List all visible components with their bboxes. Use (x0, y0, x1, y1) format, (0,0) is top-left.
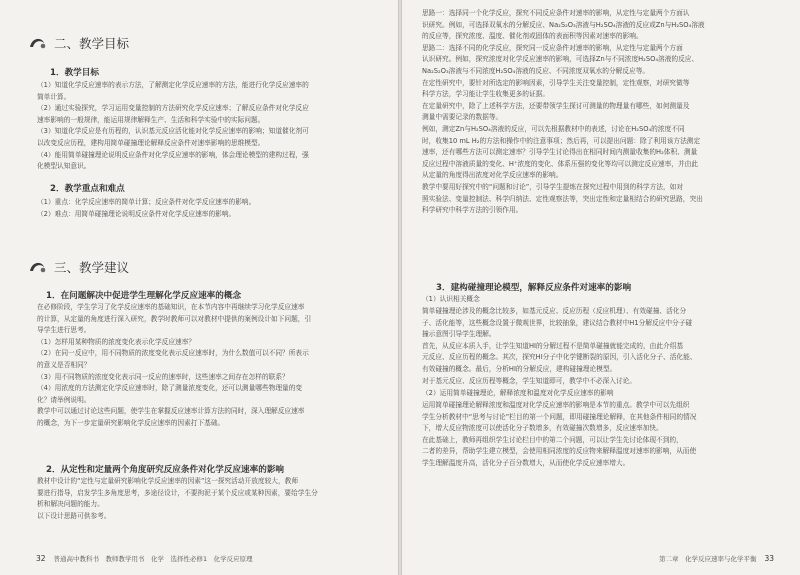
text-line: 析和解决问题的能力。 (37, 500, 104, 509)
subheading-concepts: （1）认识相关概念 (422, 295, 480, 303)
text-line: 元反应、反应历程的概念。其次，探究HI分子中化学键断裂的原因，引入活化分子、活化能、 (422, 353, 697, 362)
text-line: （1）知道化学反应速率的表示方法，了解测定化学反应速率的方法，能进行化学反应速率的 (37, 81, 309, 89)
text-line: 教材中设计的“定性与定量研究影响化学反应速率的因素”这一探究活动开放度较大，教师 (37, 477, 299, 485)
text-line: （2）难点：用简单碰撞理论说明反应条件对化学反应速率的影响。 (37, 209, 236, 218)
page-number: 32 (36, 554, 46, 563)
right-body-text-top (422, 8, 784, 217)
text-line: 在此基础上，教师再组织学生讨论栏目中的第二个问题，可以让学生先讨论体现不到的， (422, 435, 683, 444)
heading-key-points: 2．教学重点和难点 (50, 184, 125, 194)
section-title: 三、教学建议 (54, 260, 130, 275)
text-line: 的概念，为下一步定量研究影响化学反应速率的因素打下基础。 (37, 418, 225, 427)
text-line: （3）知道化学反应是有历程的，认识基元反应活化能对化学反应速率的影响；知道催化剂可 (37, 127, 309, 136)
text-line: 例如，测定Zn与H₂SO₄溶液的反应，可以先根据教材中的表述，讨论在H₂SO₄的浓度不同 (422, 124, 685, 133)
heading-suggestion-3: 3．建构碰撞理论模型，解释反应条件对速率的影响 (436, 283, 632, 293)
text-line: 下，增大反应物浓度可以使活化分子数增多，有效碰撞次数增多，反应速率加快。 (422, 424, 663, 433)
text-line: 在必修阶段，学生学习了化学反应速率的基础知识，在本节内容中再继续学习化学反应速率 (37, 303, 305, 311)
text-line: 在定性研究中，要针对所选定的影响因素，引导学生关注变量控制，定性观察，对研究做等 (422, 78, 690, 87)
text-line: 化？请举例说明。 (37, 395, 91, 404)
text-line: 学生理解温度升高，活化分子百分数增大，从而使化学反应速率增大。 (422, 458, 630, 467)
text-line: 以改变反应历程，建构用简单碰撞理论解释反应条件对速率影响的思维模型。 (37, 138, 265, 147)
text-line: 测量中需要记录的数据等。 (422, 113, 503, 122)
text-line: 速率，还有哪些方法可以测定速率？引导学生讨论得出在相同时间内测量收集的H₂体积、测量 (422, 148, 698, 157)
text-line: （2）在同一反应中，用不同物质的浓度变化表示反应速率时，为什么数值可以不同？所表示 (37, 349, 309, 358)
text-line: 思路一：选择同一个化学反应，探究不同反应条件对速率的影响，从定性与定量两个方面认 (422, 9, 690, 17)
text-line: （4）用浓度的方法测定化学反应速率时，除了测量浓度变化，还可以测量哪些物理量的变 (37, 384, 303, 393)
text-line: 速率影响的一般规律，能运用规律解释生产、生活和科学实验中的实际问题。 (37, 115, 265, 124)
text-line: 的意义是否相同？ (37, 360, 91, 369)
page-number: 33 (764, 554, 774, 563)
text-line: （2）通过实验探究，学习运用变量控制的方法研究化学反应速率；了解反应条件对化学反应 (37, 104, 309, 113)
text-line: 对于基元反应、反应历程等概念，学生知道即可，教学中不必深入讨论。 (422, 376, 636, 385)
swirl-ornament-icon (28, 259, 48, 275)
text-line: 导学生进行思考。 (37, 326, 91, 335)
text-line: 科学研究中科学方法的引领作用。 (422, 206, 523, 215)
text-line: 时，收集10 mL H₂的方法和操作中的注意事项；然后再，可以提出问题：除了利用该方法测定 (422, 136, 701, 145)
text-line: 的计算，从定量的角度进行深入研究，教学时教师可以对教材中提供的案例设计如下问题，引 (37, 314, 312, 323)
text-line: 学生分析教材中“思考与讨论”栏目的第一个问题，即用碰撞理论解释，在其他条件相同的情况 (422, 412, 697, 421)
suggestion-1-text (37, 302, 377, 430)
text-line: 从定量的角度得出浓度对化学反应速率的影响。 (422, 171, 563, 180)
text-line: （3）用不同物质的浓度变化表示同一反应的速率时，这些速率之间存在怎样的联系？ (37, 372, 289, 381)
text-line: 的反应等，探究浓度、温度、催化剂或固体的表面积等因素对速率的影响。 (422, 32, 643, 41)
text-line: 简单计算。 (37, 92, 71, 101)
heading-teaching-goals: 1．教学目标 (50, 68, 99, 78)
text-line: （4）能用简单碰撞理论说明反应条件对化学反应速率的影响，体会理论模型的建构过程，强 (37, 150, 309, 159)
text-line: （1）怎样用某种物质的浓度变化表示化学反应速率？ (37, 337, 196, 346)
text-line: （1）重点：化学反应速率的简单计算；反应条件对化学反应速率的影响。 (37, 198, 256, 206)
text-line: 教学中要用好探究中的“问题和讨论”，引导学生提炼在探究过程中用到的科学方法，如对 (422, 182, 684, 191)
suggestion-2-text (37, 476, 377, 522)
section-title: 二、教学目标 (54, 36, 130, 51)
subheading-collision-theory: （2）运用简单碰撞理论，解释浓度和温度对化学反应速率的影响 (422, 389, 614, 397)
text-line: 首先，从反应本质入手，让学生知道HI的分解过程不是简单碰撞就能完成的，由此介绍基 (422, 341, 684, 350)
text-line: 反应过程中溶液质量的变化、H⁺浓度的变化、体系压强的变化等均可以测定反应速率，并由此 (422, 159, 699, 168)
text-line: 要进行指导，启发学生多角度思考，多途径设计，不要拘泥于某个反应或某种因素，要给学生分 (37, 488, 318, 497)
text-line: 化模型认知意识。 (37, 162, 91, 171)
text-line: 识研究。例如，可选择双氧水的分解反应、Na₂S₂O₃溶液与H₂SO₄溶液的反应或Zn与H₂SO₄溶液 (422, 20, 705, 29)
text-line: 二者的差异，帮助学生建立模型，会使用相同浓度的反应物来解释温度对速率的影响，从而使 (422, 447, 697, 456)
text-line: 有效碰撞的概念。最后，分析HI的分解反应，建构碰撞理论模型。 (422, 364, 617, 373)
right-footer (659, 554, 774, 563)
text-line: 照实验法、变量控制法、科学归纳法、定性观察法等，突出定性和定量相结合的研究思路，突出 (422, 194, 703, 203)
heading-suggestion-2: 2．从定性和定量两个角度研究反应条件对化学反应速率的影响 (46, 465, 285, 475)
text-line: 以下设计思路可供参考。 (37, 511, 111, 520)
section-heading-teaching-goals (28, 34, 129, 52)
text-line: 在定量研究中，除了上述科学方法，还要带领学生探讨可测量的物理量有哪些，如何测量及 (422, 101, 690, 110)
text-line: 简单碰撞理论涉及的概念比较多，如基元反应、反应历程（反应机理）、有效碰撞、活化分 (422, 307, 687, 315)
key-points-text (37, 197, 377, 220)
suggestion-3-text (422, 306, 784, 387)
text-line: 教学中可以通过讨论这些问题，使学生在掌握反应速率计算方法的同时，深入理解反应速率 (37, 407, 305, 416)
right-page (402, 0, 800, 575)
text-line: 科学方法，学习能让学生收集更多的证据。 (422, 90, 550, 99)
footer-text: 第二章 化学反应速率与化学平衡 (658, 555, 757, 563)
text-line: 撞示意图引导学生理解。 (422, 330, 496, 339)
text-line: 思路二：选择不同的化学反应，探究同一反应条件对速率的影响，从定性与定量两个方面 (422, 43, 683, 52)
text-line: Na₂S₂O₃溶液与不同浓度H₂SO₄溶液的反应、不同浓度双氧水的分解反应等。 (422, 66, 650, 75)
swirl-ornament-icon (28, 35, 48, 51)
left-footer (36, 554, 253, 563)
text-line: 子、活化能等，这些概念设置于微观世界，比较抽象，建议结合教材中H1分解反应中分子碰 (422, 318, 693, 327)
footer-text: 普通高中教科书 教师教学用书 化学 选择性必修1 化学反应原理 (53, 555, 253, 563)
heading-suggestion-1: 1．在问题解决中促进学生理解化学反应速率的概念 (46, 291, 242, 301)
section-heading-teaching-suggestions (28, 258, 129, 276)
text-line: 认识研究。例如，探究浓度对化学反应速率的影响，可选择Zn与不同浓度H₂SO₄溶液的反应、 (422, 55, 699, 64)
teaching-goals-text (37, 80, 377, 173)
left-page (0, 0, 398, 575)
suggestion-4-text (422, 400, 784, 470)
text-line: 运用简单碰撞理论解释浓度和温度对化学反应速率的影响是本节的重点。教学中可以先组织 (422, 401, 690, 409)
